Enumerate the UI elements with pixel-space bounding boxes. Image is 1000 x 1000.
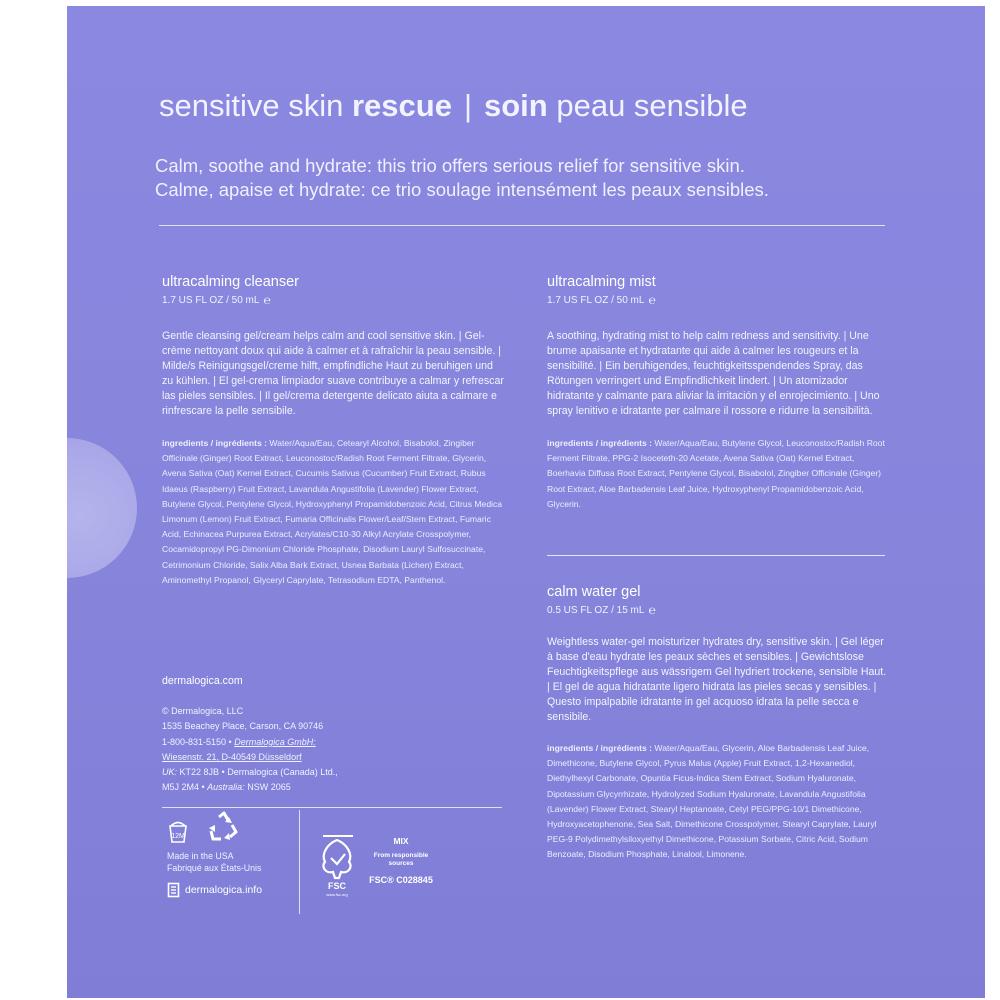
mist-section	[547, 274, 887, 512]
gel-ingredients-label: ingredients / ingrédients :	[547, 743, 653, 753]
divider-bottom-left	[162, 807, 502, 808]
fsc-mix-label	[367, 836, 435, 885]
headline-bold-1: rescue	[351, 88, 452, 123]
package-panel	[67, 6, 985, 998]
estimated-sign-icon: ℮	[648, 603, 656, 617]
estimated-sign-icon: ℮	[263, 293, 271, 307]
tagline-en: Calm, soothe and hydrate: this trio offers serious relief for sensitive skin.	[155, 155, 745, 176]
cleanser-size-row	[162, 293, 507, 307]
divider-middle	[547, 555, 885, 556]
cleanser-description: Gentle cleansing gel/cream helps calm and cool sensitive skin. | Gel-crème nettoyant doux qui aide à calmer et à rafraîchir la peau sensible. | Milde/s Reinigungsgel/creme hilft, empfindliche Haut zu beruhigen und zu kühlen. | El gel-crema limpiador suave contribuye a calmar y refrescar las pieles sensibles. | Il gel/crema detergente delicato aiuta a calmare e rinfrescare la pelle sensibile.	[162, 330, 504, 417]
gel-description: Weightless water-gel moisturizer hydrates dry, sensitive skin. | Gel léger à base d'eau hydrate les peaux sèches et sensibles. | Gewichtslose Feuchtigkeitspflege aus wässrigem Gel hydriert trockene, sensible Haut. | El gel de agua hidratante ligero hidrata las pieles secas y sensibles. | Questo impalpabile idratante in gel acquoso idrata la pelle secca e sensibile.	[547, 636, 887, 723]
fsc-logo-text: FSC	[328, 881, 346, 891]
tagline	[155, 154, 769, 202]
company-address	[162, 704, 462, 796]
mist-size: 1.7 US FL OZ / 50 mL	[547, 295, 645, 306]
headline-light-1: sensitive skin	[159, 88, 352, 123]
headline-bold-2: soin	[484, 88, 548, 123]
gel-section	[547, 584, 887, 863]
address-line-2: 1535 Beachey Place, Carson, CA 90746	[162, 721, 324, 732]
period-after-opening-icon	[167, 818, 189, 844]
origin-label	[167, 850, 261, 874]
recycle-icon	[207, 811, 241, 843]
gel-size-row	[547, 603, 887, 617]
headline-separator: |	[463, 88, 472, 123]
fsc-url: www.fsc.org	[326, 892, 348, 897]
gmbh-address: Wiesenstr. 21, D-40549 Düsseldorf	[162, 751, 302, 762]
australia-address: NSW 2065	[244, 782, 291, 793]
headline-light-2: peau sensible	[547, 88, 748, 123]
mix-subtitle: From responsible sources	[373, 852, 429, 867]
address-line-5	[162, 765, 462, 780]
gel-title: calm water gel	[547, 584, 641, 600]
estimated-sign-icon: ℮	[648, 293, 656, 307]
cleanser-ingredients	[162, 436, 507, 588]
address-line-4	[162, 750, 462, 765]
address-line-6	[162, 780, 462, 795]
cleanser-title: ultracalming cleanser	[162, 274, 300, 290]
mist-ingredients-list: Water/Aqua/Eau, Butylene Glycol, Leuconostoc/Radish Root Ferment Filtrate, PPG-2 Isoceteth-20 Acetate, Avena Sativa (Oat) Kernel Extract, Boerhavia Diffusa Root Extract, Pentylene Glycol, Bisabolol, Zingiber Officinale (Ginger) Root Extract, Aloe Barbadensis Leaf Juice, Hydroxyphenyl Propamidobenzoic Acid, Glycerin.	[547, 438, 885, 509]
fsc-tree-logo-icon	[313, 832, 361, 898]
made-in-fr: Fabriqué aux États-Unis	[167, 863, 262, 873]
pao-label: 12M	[171, 833, 185, 840]
divider-top	[159, 225, 885, 226]
gmbh-label: Dermalogica GmbH:	[234, 736, 316, 747]
address-line-1: © Dermalogica, LLC	[162, 706, 244, 716]
mist-description: A soothing, hydrating mist to help calm redness and sensitivity. | Une brume apaisante et hydratante qui aide à calmer les rougeurs et la sensibilité. | Ein beruhigendes, feuchtigkeitsspendendes Spray, das Rötungen verringert und Empfindlichkeit lindert. | Un atomizador hidratante y calmante para aliviar la irritación y el enrojecimiento. | Uno spray lenitivo e idratante per calmare il rossore e ridurre la sensibilità.	[547, 330, 880, 417]
cleanser-ingredients-label: ingredients / ingrédients :	[162, 438, 268, 448]
mix-title: MIX	[393, 836, 409, 846]
made-in-en: Made in the USA	[167, 851, 234, 861]
phone-number: 1-800-831-5150 •	[162, 736, 235, 747]
company-website: dermalogica.com	[162, 675, 243, 687]
package-notch	[67, 438, 137, 578]
info-website-text: dermalogica.info	[185, 884, 263, 896]
cleanser-section	[162, 274, 507, 588]
address-line-3	[162, 735, 462, 750]
cleanser-ingredients-list: Water/Aqua/Eau, Cetearyl Alcohol, Bisabolol, Zingiber Officinale (Ginger) Root Extract, Leuconostoc/Radish Root Ferment Filtrate, Glycerin, Avena Sativa (Oat) Kernel Extract, Cucumis Sativus (Cucumber) Fruit Extract, Rubus Idaeus (Raspberry) Fruit Extract, Lavandula Angustifolia (Lavender) Flower Extract, Butylene Glycol, Pentylene Glycol, Hydroxyphenyl Propamidobenzoic Acid, Citrus Medica Limonum (Lemon) Fruit Extract, Fumaria Officinalis Flower/Leaf/Stem Extract, Fumaric Acid, Echinacea Purpurea Extract, Acrylates/C10-30 Alkyl Acrylate Crosspolymer, Cocamidopropyl PG-Dimonium Chloride Phosphate, Disodium Lauryl Sulfosuccinate, Cetrimonium Chloride, Salix Alba Bark Extract, Usnea Barbata (Lichen) Extract, Aminomethyl Propanol, Glyceryl Caprylate, Tetrasodium EDTA, Panthenol.	[162, 438, 503, 585]
mist-ingredients-label: ingredients / ingrédients :	[547, 438, 653, 448]
gel-size: 0.5 US FL OZ / 15 mL	[547, 605, 645, 616]
gel-ingredients-list: Water/Aqua/Eau, Glycerin, Aloe Barbadensis Leaf Juice, Dimethicone, Butylene Glycol, Pyrus Malus (Apple) Fruit Extract, 1,2-Hexanediol, Diethylhexyl Carbonate, Opuntia Ficus-Indica Stem Extract, Sodium Hyaluronate, Dipotassium Glycyrrhizate, Hydrolyzed Sodium Hyaluronate, Lavandula Angustifolia (Lavender) Flower Extract, Stearyl Heptanoate, Cetyl PEG/PPG-10/1 Dimethicone, Hydroxyacetophenone, Sea Salt, Dimethicone Crosspolymer, Stearyl Caprylate, Lauryl PEG-9 Polydimethylsiloxyethyl Dimethicone, Potassium Sorbate, Citric Acid, Sodium Benzoate, Disodium Phosphate, Linalool, Limonene.	[547, 743, 877, 860]
uk-label: UK:	[162, 767, 178, 778]
australia-label: Australia:	[207, 782, 245, 793]
cleanser-size: 1.7 US FL OZ / 50 mL	[162, 295, 260, 306]
fsc-code: FSC® C028845	[369, 875, 433, 885]
mist-title: ultracalming mist	[547, 274, 656, 290]
mist-size-row	[547, 293, 887, 307]
info-website	[167, 884, 262, 896]
gel-ingredients	[547, 741, 887, 863]
mist-ingredients	[547, 436, 887, 512]
canada-postcode: M5J 2M4 •	[162, 782, 208, 793]
headline	[159, 88, 748, 124]
divider-vertical	[299, 810, 300, 914]
tagline-fr: Calme, apaise et hydrate: ce trio soulage intensément les peaux sensibles.	[155, 179, 769, 200]
uk-address: KT22 8JB • Dermalogica (Canada) Ltd.,	[177, 767, 338, 778]
